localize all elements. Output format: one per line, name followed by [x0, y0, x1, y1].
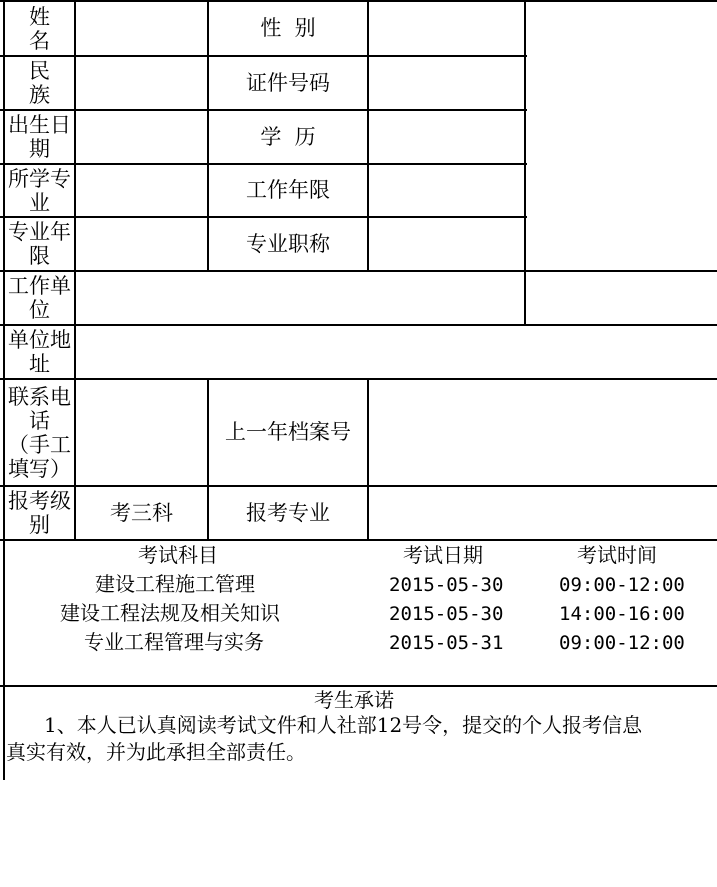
professional-title-label: 专业职称	[246, 231, 330, 256]
birthdate-field[interactable]	[76, 111, 207, 163]
exam-major-field[interactable]	[369, 487, 717, 539]
phone-field[interactable]	[76, 380, 207, 485]
major-field[interactable]	[76, 165, 207, 216]
education-label: 学 历	[260, 124, 316, 149]
birthdate-label: 出生日 期	[8, 113, 71, 161]
name-field[interactable]	[76, 2, 207, 55]
prev-file-number-field[interactable]	[369, 380, 717, 485]
schedule-subject: 建设工程法规及相关知识	[60, 601, 280, 625]
id-number-label: 证件号码	[246, 70, 330, 95]
employer-address-field[interactable]	[76, 326, 717, 378]
pledge-line-1: 1、本人已认真阅读考试文件和人社部12号令，提交的个人报考信息	[44, 713, 643, 737]
schedule-date: 2015-05-30	[389, 574, 504, 596]
schedule-header-subject: 考试科目	[138, 543, 218, 567]
pledge-line-2: 真实有效，并为此承担全部责任。	[6, 740, 306, 764]
education-field[interactable]	[369, 111, 524, 163]
schedule-header-date: 考试日期	[403, 543, 483, 567]
schedule-time: 09:00-12:00	[559, 632, 685, 654]
schedule-date: 2015-05-30	[389, 603, 504, 625]
employer-label: 工作单 位	[8, 274, 71, 322]
years-in-major-field[interactable]	[76, 218, 207, 270]
gender-field[interactable]	[369, 2, 524, 55]
professional-title-field[interactable]	[369, 218, 524, 270]
schedule-time: 09:00-12:00	[559, 574, 685, 596]
prev-file-number-label: 上一年档案号	[225, 420, 351, 444]
schedule-subject: 建设工程施工管理	[95, 572, 255, 596]
exam-level-label: 报考级 别	[8, 489, 71, 537]
pledge-title: 考生承诺	[314, 688, 394, 712]
grid-line	[0, 539, 717, 541]
id-number-field[interactable]	[369, 57, 524, 109]
work-years-label: 工作年限	[246, 178, 330, 202]
schedule-subject: 专业工程管理与实务	[84, 630, 264, 654]
schedule-date: 2015-05-31	[389, 632, 504, 654]
schedule-time: 14:00-16:00	[559, 603, 685, 625]
major-label: 所学专 业	[8, 166, 71, 215]
ethnicity-label: 民 族	[29, 59, 50, 107]
schedule-header-time: 考试时间	[577, 543, 657, 567]
exam-level-value: 考三科	[110, 500, 173, 525]
ethnicity-field[interactable]	[76, 57, 207, 109]
phone-label: 联系电 话 （手工 填写）	[8, 384, 71, 481]
exam-major-label: 报考专业	[246, 500, 330, 525]
years-in-major-label: 专业年 限	[8, 220, 71, 268]
gender-label: 性 别	[260, 16, 316, 40]
name-label: 姓 名	[29, 4, 50, 53]
employer-address-label: 单位地 址	[8, 328, 71, 376]
work-years-field[interactable]	[369, 165, 524, 216]
photo-area	[526, 2, 717, 270]
employer-field[interactable]	[76, 272, 524, 324]
grid-line	[0, 685, 717, 687]
